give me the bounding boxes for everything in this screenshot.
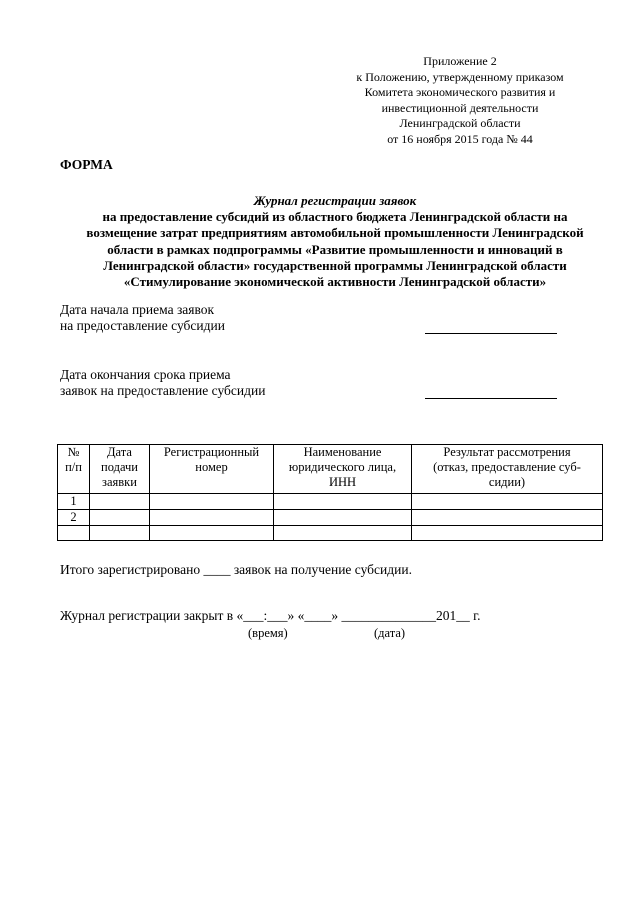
table-cell[interactable]	[90, 494, 150, 510]
table-cell[interactable]	[150, 510, 274, 526]
col-header-result: Результат рассмотрения (отказ, предоставление суб- сидии)	[412, 445, 603, 494]
annex-line: от 16 ноября 2015 года № 44	[387, 131, 533, 146]
col-header-date: Дата подачи заявки	[90, 445, 150, 494]
annex-line: Ленинградской области	[399, 116, 521, 130]
table-cell[interactable]	[412, 494, 603, 510]
title-line: Журнал регистрации заявок	[253, 193, 417, 208]
document-title	[55, 193, 615, 290]
annex-line: к Положению, утвержденному приказом	[356, 69, 564, 84]
annex-header	[340, 54, 580, 147]
title-line: возмещение затрат предприятиям автомобильной промышленности Ленинградской	[86, 225, 584, 241]
date-hint: (дата)	[374, 626, 406, 640]
annex-line: Комитета экономического развития и	[364, 85, 556, 99]
end-date-label: Дата окончания срока приема	[60, 367, 231, 382]
end-date-field	[60, 367, 265, 399]
start-date-blank[interactable]	[425, 333, 557, 334]
table-cell[interactable]	[90, 526, 150, 541]
title-line: области в рамках подпрограммы «Развитие промышленности и инноваций в	[107, 241, 563, 257]
table-header-row	[58, 445, 603, 494]
table-cell[interactable]	[412, 510, 603, 526]
title-line: на предоставление субсидий из областного бюджета Ленинградской области на	[102, 209, 568, 225]
start-date-field	[60, 302, 225, 334]
table-row	[58, 494, 603, 510]
annex-line: инвестиционной деятельности	[381, 100, 539, 115]
title-line: «Стимулирование экономической активности Ленинградской области»	[123, 274, 547, 290]
col-header-reg-number: Регистрационный номер	[150, 445, 274, 494]
col-header-number: № п/п	[58, 445, 90, 494]
table-cell[interactable]	[274, 494, 412, 510]
start-date-label: Дата начала приема заявок	[60, 302, 215, 317]
journal-closed-text: Журнал регистрации закрыт в «___:___» «____» ______________201__ г.	[60, 608, 481, 623]
table-cell[interactable]	[412, 526, 603, 541]
annex-line: Приложение 2	[423, 54, 497, 68]
time-hint: (время)	[248, 626, 288, 640]
table-row	[58, 510, 603, 526]
title-line: Ленинградской области» государственной программы Ленинградской области	[103, 257, 567, 273]
end-date-blank[interactable]	[425, 398, 557, 399]
table-cell: 2	[58, 510, 90, 526]
end-date-label: заявок на предоставление субсидии	[60, 383, 266, 398]
table-cell[interactable]	[150, 526, 274, 541]
total-registered-text: Итого зарегистрировано ____ заявок на получение субсидии.	[60, 562, 412, 577]
table-cell	[58, 526, 90, 541]
table-cell[interactable]	[274, 526, 412, 541]
table-cell[interactable]	[150, 494, 274, 510]
table-cell[interactable]	[274, 510, 412, 526]
table-row	[58, 526, 603, 541]
start-date-label: на предоставление субсидии	[60, 318, 225, 333]
col-header-legal-entity: Наименование юридического лица, ИНН	[274, 445, 412, 494]
registration-table	[57, 444, 603, 541]
table-cell[interactable]	[90, 510, 150, 526]
table-cell: 1	[58, 494, 90, 510]
form-label: ФОРМА	[60, 157, 113, 172]
